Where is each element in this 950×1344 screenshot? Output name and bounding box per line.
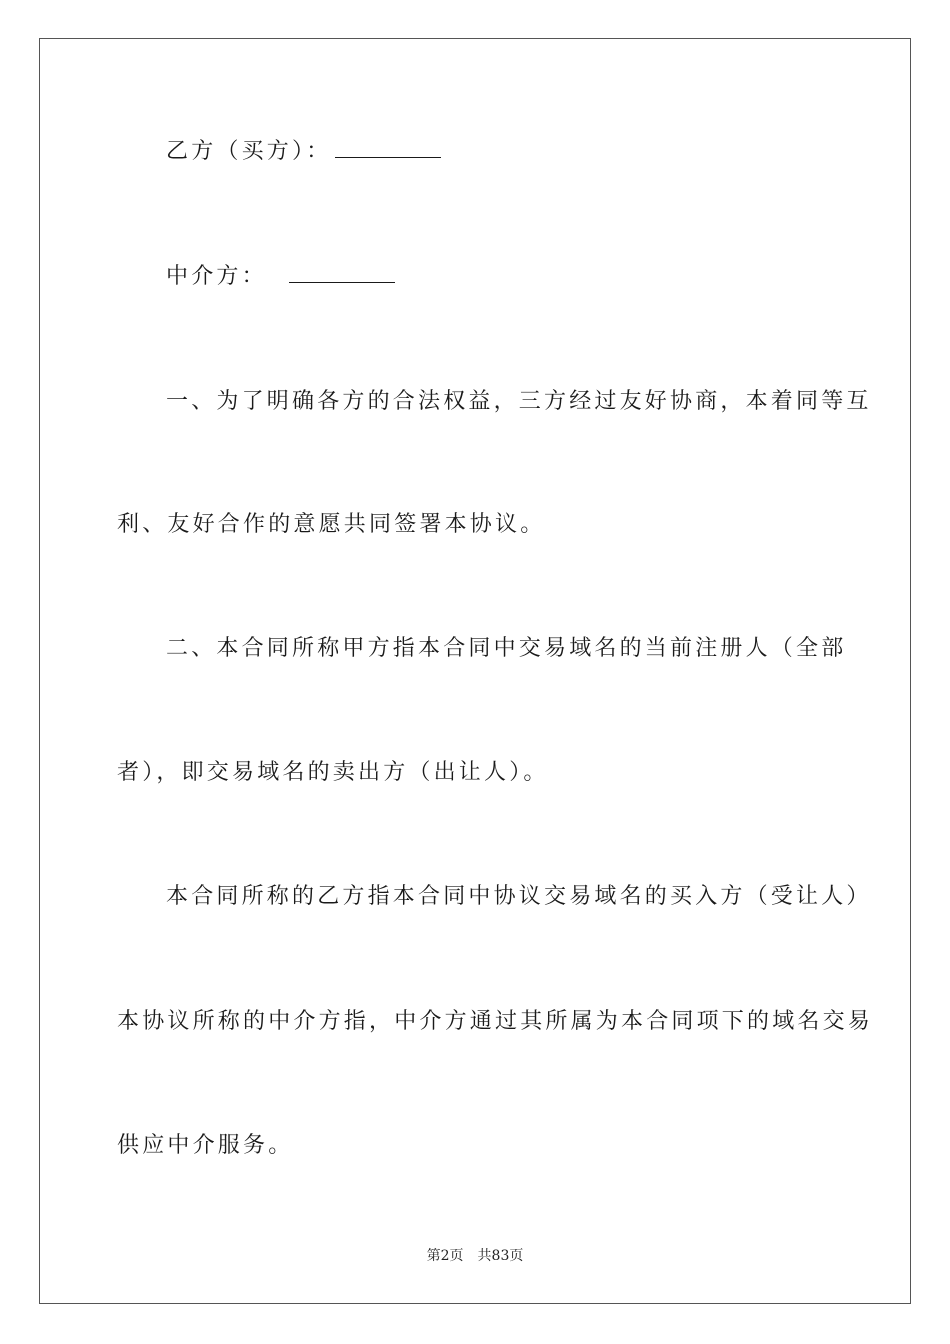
- page-number: 第2页: [426, 1248, 464, 1264]
- para2-line2: 者），即交易域名的卖出方（出让人）。: [117, 760, 549, 785]
- para4-line1: 本协议所称的中介方指，中介方通过其所属为本合同项下的域名交易: [117, 1009, 874, 1034]
- para1-line2: 利、友好合作的意愿共同签署本协议。: [117, 512, 546, 537]
- intermediary-label: 中介方：: [166, 264, 267, 289]
- page-border: [39, 38, 911, 1304]
- para2-line1: 二、本合同所称甲方指本合同中交易域名的当前注册人（全部: [166, 636, 847, 661]
- party-b-label: 乙方（买方）：: [166, 139, 332, 164]
- para3-line1: 本合同所称的乙方指本合同中协议交易域名的买入方（受让人）: [166, 884, 872, 909]
- page-total: 共83页: [477, 1248, 524, 1264]
- intermediary-blank: [289, 281, 395, 283]
- para1-line1: 一、为了明确各方的合法权益，三方经过友好协商，本着同等互: [166, 389, 872, 414]
- intermediary-line: [166, 262, 833, 292]
- page-footer: [0, 1247, 950, 1265]
- para4-line2: 供应中介服务。: [117, 1133, 294, 1158]
- party-b-line: [166, 137, 833, 167]
- party-b-blank: [335, 156, 441, 158]
